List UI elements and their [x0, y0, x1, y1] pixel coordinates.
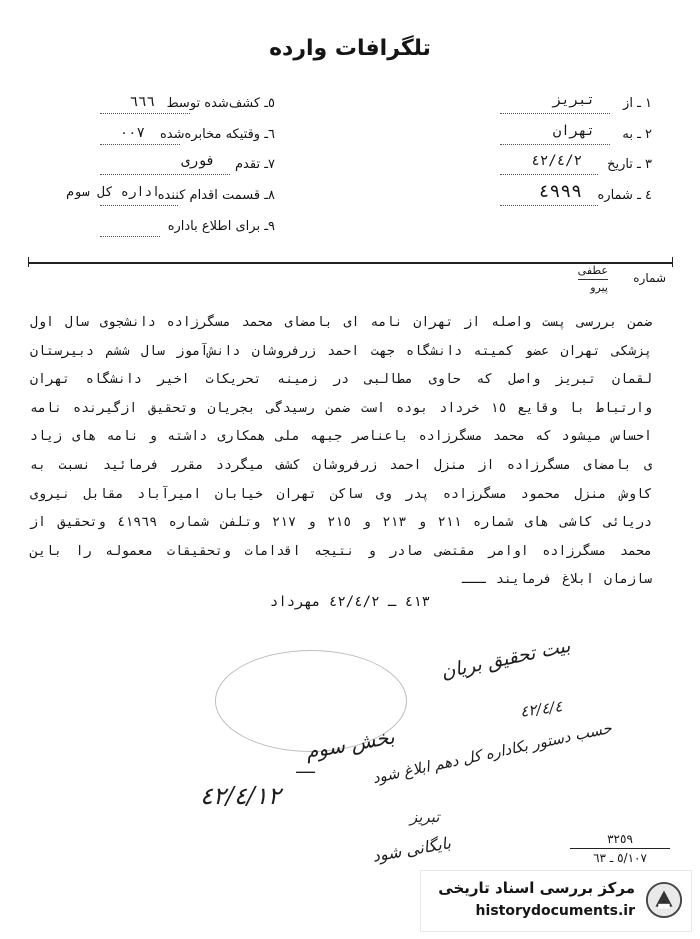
handwritten-date-2: ٤٢/٤/١٢ [200, 782, 281, 810]
divider-tick-left [28, 257, 29, 267]
handwritten-note-top: بیت تحقیق بریان [439, 634, 573, 684]
reference-top: ٣٢٥٩ [607, 832, 633, 846]
handwritten-note-long: حسب دستور بکاداره کل دهم ابلاغ شود [370, 718, 614, 788]
field-number-value: ٤٩٩٩ [538, 181, 582, 202]
field-from-label: ١ ـ از [623, 96, 652, 111]
reference-rule [570, 848, 670, 849]
field-date-value: ٤٢/٤/٢ [531, 153, 582, 169]
margin-notes [578, 264, 608, 294]
field-decoded-by-line [100, 113, 190, 114]
handwritten-mark: ــــ [296, 758, 315, 777]
field-inform-dept-line [100, 236, 160, 237]
telegram-body: ضمن بررسی پست واصله از تهران نامه ای بامضای محمد مسگرزاده دانشجوی سال اول پزشکی تهران عضو کمیته دانشگاه جهت احمد زرفروشان دانش‌آموز سال ششم دبیرستان لقمان تبریز واصل که حاوی مطالبی در زمینه تحریکات اخیر دانشگاه تهران وارتباط با وقایع ١٥ خرداد بوده است ضمن رسیدگی بجریان وتحقیق ازگیرنده نامه احساس میشود که محمد مسگرزاده باعناصر جبهه ملی همکاری داشته و نامه های زیاد ی بامضای مسگرزاده از منزل احمد زرفروشان کشف میگردد مقرر فرمائید نسبت به کاوش منزل محمود مسگرزاده پدر وی ساکن تهران خیابان امیرآباد مقابل نیروی دریائی کاشی های شماره ٢١١ و ٢١٣ و ٢١٥ و ٢١٧ وتلفن شماره ٤١٩٦٩ وتحقیق از محمد مسگرزاده اوامر مقتضی صادر و نتیجه اقدامات وتحقیقات معموله را باین سازمان ابلاغ فرمایند ـــ [30, 315, 653, 588]
field-priority-value: فوری [181, 153, 215, 169]
archive-reference [570, 832, 670, 865]
handwritten-city: تبریز [410, 808, 440, 826]
field-to-label: ٢ ـ به [622, 127, 652, 142]
field-number-label: ٤ ـ شماره [597, 188, 652, 203]
watermark-url: historydocuments.ir [475, 903, 635, 919]
field-inform-dept-label: ٩ـ برای اطلاع باداره [167, 219, 275, 234]
field-decoded-by-label: ٥ـ کشف‌شده توسط [166, 96, 275, 111]
watermark [420, 870, 692, 932]
number-label: شماره [633, 271, 666, 285]
field-date-label: ٣ ـ تاریخ [607, 157, 652, 172]
handwritten-note-bottom: بایگانی شود [370, 833, 453, 866]
handwritten-note-mid: بخش سوم [303, 724, 397, 764]
field-action-dept-label: ٨ـ قسمت اقدام کننده [157, 188, 275, 203]
field-from-value: تبریز [552, 92, 595, 108]
field-transmitted-label: ٦ـ وقتیکه مخابره‌شده [160, 127, 275, 142]
field-priority-line [100, 174, 230, 175]
field-number-line [500, 205, 598, 206]
field-from-line [500, 113, 610, 114]
field-transmitted-line [100, 144, 180, 145]
field-transmitted-value: ٠٠٧ [119, 125, 145, 141]
margin-note-followup: پیرو [578, 279, 608, 294]
field-decoded-by-value: ٦٦٦ [129, 94, 155, 110]
field-date-line [500, 174, 598, 175]
reference-bottom: ٥/١٠٧ ـ ٦٣ [593, 851, 647, 865]
field-action-dept-value: اداره کل سوم [66, 185, 160, 200]
archive-logo-icon [645, 881, 683, 919]
field-to-value: تهران [552, 123, 595, 139]
field-to-line [500, 144, 610, 145]
page-title: تلگرافات وارده [269, 36, 431, 61]
header-divider [28, 262, 673, 264]
field-priority-label: ٧ـ تقدم [235, 157, 275, 172]
divider-tick-right [672, 257, 673, 267]
date-line: ٤١٣ ـ ٤٢/٤/٢ مهرداد [269, 594, 431, 610]
watermark-title: مرکز بررسی اسناد تاریخی [438, 879, 635, 897]
handwritten-date-1: ٤٢/٤/٤ [518, 697, 564, 721]
field-action-dept-line [100, 205, 178, 206]
margin-note-reference: عطفی [577, 264, 608, 277]
